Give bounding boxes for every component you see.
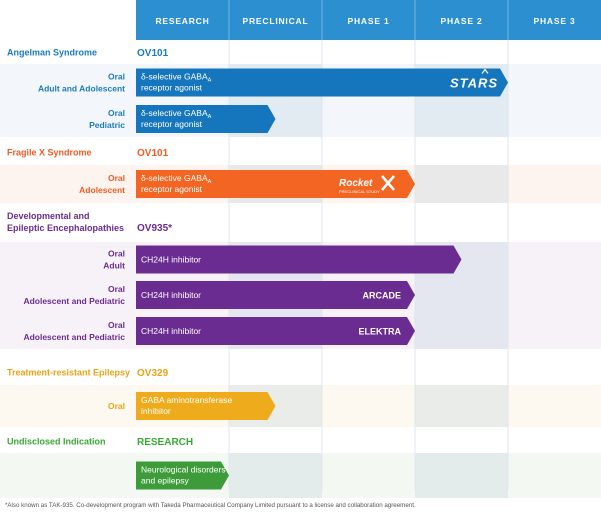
population-label: Adult and Adolescent — [37, 83, 125, 94]
population-label: Adolescent — [79, 185, 125, 195]
mechanism-label: Neurological disorders — [141, 464, 226, 475]
compound-label: OV329 — [137, 368, 169, 379]
study-label: ELEKTRA — [358, 326, 401, 337]
compound-label: OV101 — [137, 48, 169, 59]
mechanism-label: and epilepsy — [141, 475, 189, 486]
indication-label: Undisclosed Indication — [7, 436, 106, 447]
column-shade — [415, 385, 508, 427]
column-shade — [415, 453, 508, 498]
indication-label: Treatment-resistant Epilepsy — [7, 367, 131, 378]
route-label: Oral — [107, 320, 125, 330]
indication-label: Fragile X Syndrome — [7, 147, 92, 158]
compound-label: RESEARCH — [137, 437, 194, 448]
stage-label: PHASE 2 — [440, 16, 483, 26]
route-label: Oral — [107, 248, 125, 259]
mechanism-label: CH24H inhibitor — [141, 254, 201, 265]
route-label: Oral — [107, 173, 125, 183]
mechanism-label: CH24H inhibitor — [141, 290, 201, 300]
mechanism-label: δ-selective $GABA_A$ — [141, 173, 212, 185]
column-shade — [229, 453, 322, 498]
compound-label: OV935* — [137, 223, 173, 234]
mechanism-label: receptor agonist — [141, 119, 202, 129]
study-label: STARS — [450, 75, 499, 91]
population-label: Adolescent and Pediatric — [23, 332, 125, 342]
mechanism-label: δ-selective $GABA_A$ — [141, 108, 212, 120]
mechanism-label: CH24H inhibitor — [141, 326, 201, 336]
mechanism-label: δ-selective $GABA_A$ — [141, 71, 212, 84]
population-label: Pediatric — [89, 120, 125, 130]
stage-label: RESEARCH — [155, 16, 210, 26]
study-sublabel: PRECLINICAL STUDY — [339, 189, 380, 194]
footnote: *Also known as TAK-935. Co-development program with Takeda Pharmaceutical Company Limited pursuant to a license and collaboration agreement. — [5, 502, 416, 509]
route-label: Oral — [107, 401, 125, 411]
column-shade — [415, 165, 508, 203]
indication-label: Epileptic Encephalopathies — [7, 223, 125, 233]
stage-label: PHASE 3 — [533, 16, 576, 26]
stage-label: PHASE 1 — [347, 16, 390, 26]
population-label: Adult — [103, 260, 125, 271]
stage-label: PRECLINICAL — [242, 16, 309, 26]
population-label: Adolescent and Pediatric — [23, 296, 125, 306]
study-label: ARCADE — [362, 290, 401, 301]
study-label: Rocket — [339, 178, 373, 189]
mechanism-label: inhibitor — [141, 406, 171, 416]
mechanism-label: receptor agonist — [141, 184, 202, 194]
route-label: Oral — [107, 71, 125, 82]
compound-label: OV101 — [137, 148, 169, 159]
route-label: Oral — [107, 108, 125, 118]
indication-label: Angelman Syndrome — [7, 47, 98, 58]
indication-label: Developmental and — [7, 211, 90, 221]
mechanism-label: receptor agonist — [141, 82, 202, 93]
route-label: Oral — [107, 284, 125, 294]
mechanism-label: GABA aminotransferase — [141, 395, 233, 405]
